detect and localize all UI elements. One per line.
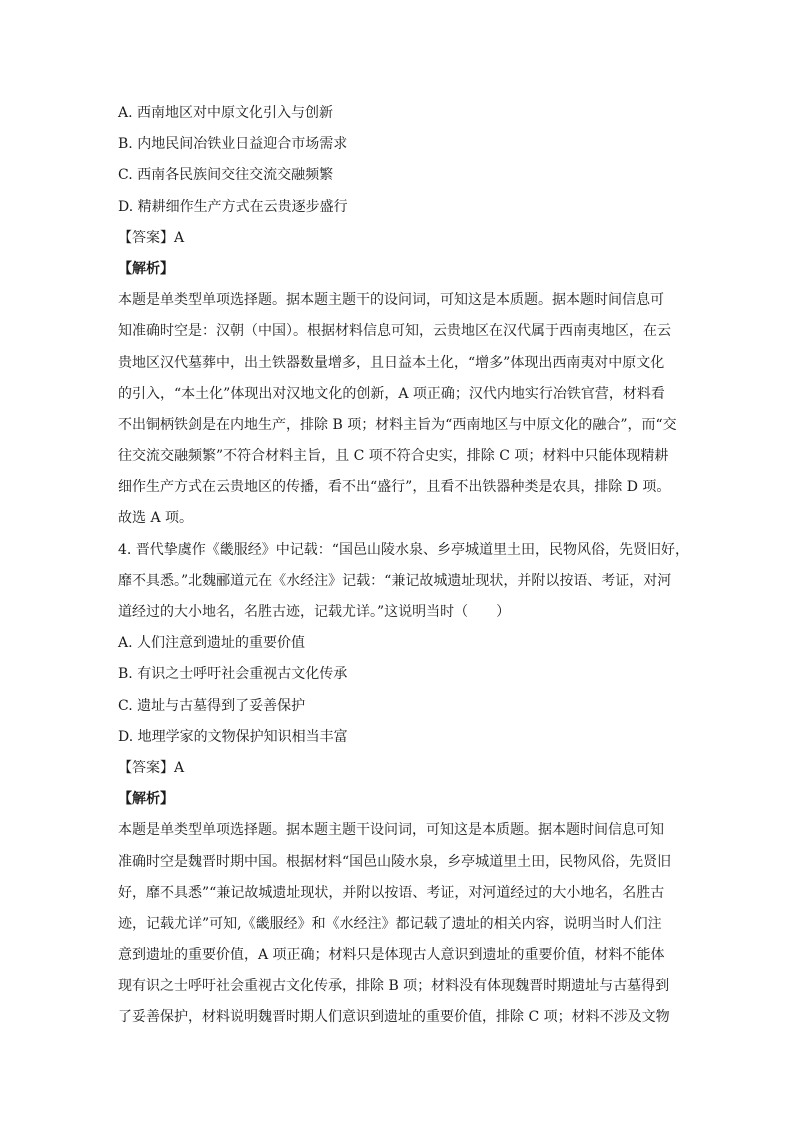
q4-analysis-line: 现有识之士呼吁社会重视古文化传承，排除 B 项；材料没有体现魏晋时期遗址与古墓得到 — [118, 978, 670, 995]
q3-analysis-line: 知准确时空是：汉朝（中国）。根据材料信息可知，云贵地区在汉代属于西南夷地区，在云 — [118, 323, 671, 340]
q3-analysis-line: 往交流交融频繁”不符合材料主旨，且 C 项不符合史实，排除 C 项；材料中只能体现精耕 — [118, 448, 669, 465]
q4-option-b: B. 有识之士呼吁社会重视古文化传承 — [118, 666, 348, 683]
q4-analysis-line: 准确时空是魏晋时期中国。根据材料“国邑山陵水泉，乡亭城道里土田，民物风俗，先贤旧 — [118, 853, 672, 870]
q3-option-c: C. 西南各民族间交往交流交融频繁 — [118, 167, 334, 184]
q3-analysis-line: 细作生产方式在云贵地区的传播，看不出“盛行”，且看不出铁器种类是农具，排除 D 项。 — [118, 479, 671, 496]
q3-analysis-line: 本题是单类型单项选择题。据本题主题干的设问词，可知这是本质题。据本题时间信息可 — [118, 292, 664, 309]
q4-analysis-line: 了妥善保护，材料说明魏晋时期人们意识到遗址的重要价值，排除 C 项；材料不涉及文物 — [118, 1009, 670, 1026]
q3-analysis-title: 【解析】 — [118, 260, 174, 277]
q3-option-a: A. 西南地区对中原文化引入与创新 — [118, 105, 334, 121]
q3-option-b: B. 内地民间冶铁业日益迎合市场需求 — [118, 136, 348, 153]
q3-option-d: D. 精耕细作生产方式在云贵逐步盛行 — [118, 198, 348, 215]
q3-analysis-line: 故选 A 项。 — [118, 510, 194, 527]
q3-analysis-line: 不出铜柄铁剑是在内地生产，排除 B 项；材料主旨为“西南地区与中原文化的融合”，而“交 — [118, 416, 677, 433]
q4-answer: 【答案】A — [118, 759, 185, 776]
q3-answer: 【答案】A — [118, 229, 185, 246]
q4-stem-line: 道经过的大小地名，名胜古迹，记载尤详。”这说明当时（ ） — [118, 604, 511, 620]
q4-stem-line: 4. 晋代挚虞作《畿服经》中记载：“国邑山陵水泉、乡亭城道里土田，民物风俗，先贤旧好， — [118, 541, 689, 558]
q4-stem-line: 靡不具悉。”北魏郦道元在《水经注》记载：“兼记故城遗址现状，并附以按语、考证，对河 — [118, 572, 672, 589]
q4-option-d: D. 地理学家的文物保护知识相当丰富 — [118, 728, 348, 745]
q4-analysis-line: 意到遗址的重要价值，A 项正确；材料只是体现古人意识到遗址的重要价值，材料不能体 — [118, 947, 665, 964]
q3-analysis-line: 贵地区汉代墓葬中，出土铁器数量增多，且日益本土化，“增多”体现出西南夷对中原文化 — [118, 354, 665, 371]
q3-analysis-line: 的引入，“本土化”体现出对汉地文化的创新，A 项正确；汉代内地实行冶铁官营，材料看 — [118, 385, 665, 402]
q4-option-c: C. 遗址与古墓得到了妥善保护 — [118, 697, 306, 714]
q4-option-a: A. 人们注意到遗址的重要价值 — [118, 635, 306, 652]
q4-analysis-line: 本题是单类型单项选择题。据本题主题干设问词，可知这是本质题。据本题时间信息可知 — [118, 822, 664, 839]
q4-analysis-line: 迹，记载尤详”可知,《畿服经》和《水经注》都记载了遗址的相关内容，说明当时人们注 — [118, 915, 662, 932]
q4-analysis-title: 【解析】 — [118, 791, 174, 808]
q4-analysis-line: 好，靡不具悉”“兼记故城遗址现状，并附以按语、考证，对河道经过的大小地名，名胜古 — [118, 884, 665, 901]
document-page — [118, 98, 689, 1034]
